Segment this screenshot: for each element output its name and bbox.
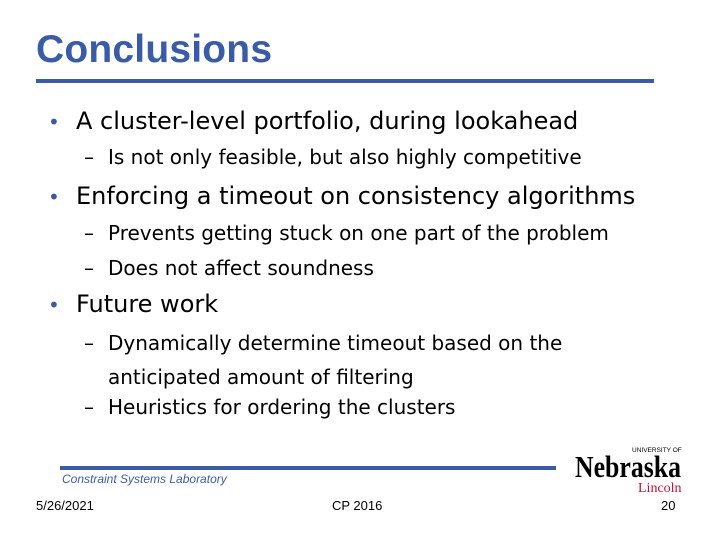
bullet-1-text: A cluster-level portfolio, during lookahead <box>76 107 579 135</box>
sub-bullet-3-1 <box>84 326 604 394</box>
sub-bullet-3-1-text: Dynamically determine timeout based on the anticipated amount of filtering <box>108 331 563 389</box>
dash-icon: – <box>84 395 94 419</box>
footer-date: 5/26/2021 <box>36 498 94 513</box>
dash-icon: – <box>84 145 94 169</box>
footer-rule <box>60 466 556 470</box>
lab-name: Constraint Systems Laboratory <box>62 472 227 486</box>
page-title: Conclusions <box>36 28 273 71</box>
dash-icon: – <box>84 331 94 355</box>
footer-conference: CP 2016 <box>332 498 383 513</box>
sub-bullet-2-1-text: Prevents getting stuck on one part of the problem <box>108 221 609 245</box>
nebraska-lincoln-logo-icon <box>574 440 684 496</box>
dash-icon: – <box>84 221 94 245</box>
bullet-3-text: Future work <box>76 290 219 318</box>
page-number: 20 <box>661 498 676 513</box>
sub-bullet-2-2-text: Does not affect soundness <box>108 256 374 280</box>
sub-bullet-2-2 <box>84 251 644 285</box>
logo-wordmark: Nebraska <box>575 449 682 484</box>
sub-bullet-3-2 <box>84 390 644 424</box>
logo-lincoln: Lincoln <box>638 481 682 496</box>
bullet-2 <box>48 181 635 212</box>
bullet-dot-icon: • <box>48 185 60 209</box>
bullet-3 <box>48 289 218 320</box>
bullet-dot-icon: • <box>48 293 60 317</box>
bullet-dot-icon: • <box>48 110 60 134</box>
dash-icon: – <box>84 256 94 280</box>
bullet-1 <box>48 106 578 137</box>
sub-bullet-2-1 <box>84 216 644 250</box>
title-rule <box>36 79 654 83</box>
sub-bullet-1-1 <box>84 140 644 174</box>
sub-bullet-1-1-text: Is not only feasible, but also highly competitive <box>108 145 582 169</box>
logo-small-text: UNIVERSITY OF <box>632 447 682 454</box>
bullet-2-text: Enforcing a timeout on consistency algorithms <box>76 182 636 210</box>
sub-bullet-3-2-text: Heuristics for ordering the clusters <box>108 395 456 419</box>
